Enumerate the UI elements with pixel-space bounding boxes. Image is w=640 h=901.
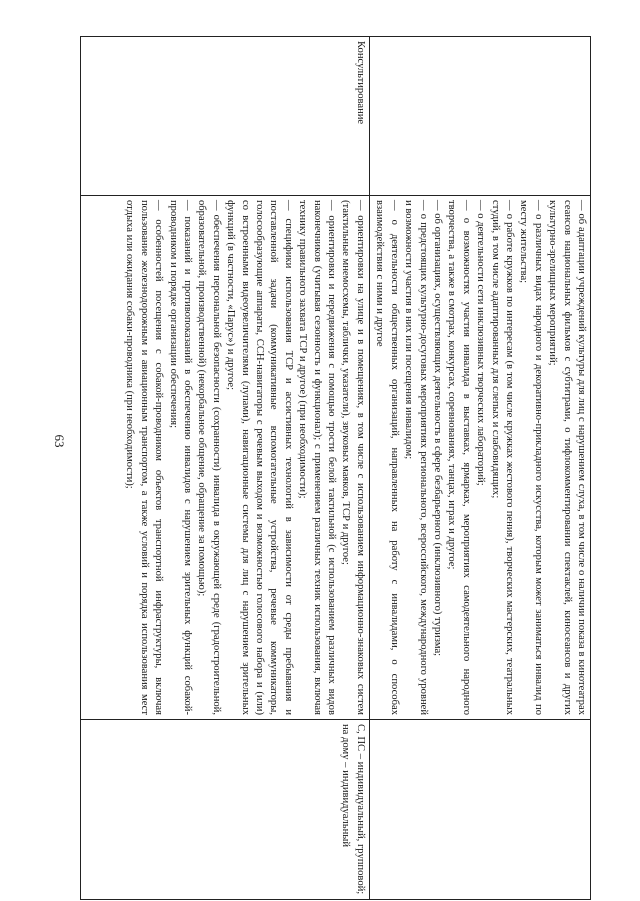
list-item: — о предстоящих культурно-досуговых мероприятиях регионального, всероссийского, международного уровней и возможности участия в них или посещения инвалидом; bbox=[403, 200, 429, 715]
list-item: — ориентировки и передвижения с помощью трости белой тактильной (с использованием различных видов наконечников (учитывая сезонность и функционал); с применением различных техник использования, включая технику правильного захвата ТСР и другое) (при необходимости); bbox=[297, 200, 338, 715]
row-content-cell bbox=[369, 196, 590, 720]
page-number: 63 bbox=[52, 434, 67, 448]
row-form: С, ПС – индивидуальный, групповой; на дому – индивидуальный bbox=[340, 724, 366, 895]
rotated-table-container bbox=[80, 36, 591, 899]
list-item: — об адаптации учреждений культуры для лиц с нарушением слуха, в том числе о наличии показа в кинотеатрах сеансов национальных фильмов с субтитрами, о тифлокомментировании спектаклей, киносеансов и других культурно-зрелищных мероприятий; bbox=[547, 200, 587, 715]
row-form-cell bbox=[369, 720, 590, 900]
list-item: — ориентировки на улице и в помещениях, в том числе с использованием информационно-знаковых систем (тактильные мнемосхемы, таблички, указатели), звуковых маяков, ТСР и другое; bbox=[340, 200, 366, 715]
list-item: — показаний и противопоказаний в обеспечению инвалидов с нарушением зрительных функций собакой-проводником и порядке организации обеспечения; bbox=[167, 200, 194, 715]
list-item: — о различных видах народного и декоративно-прикладного искусства, которым может заниматься инвалид по месту жительства; bbox=[518, 200, 544, 715]
services-table bbox=[80, 36, 591, 900]
row-form-cell bbox=[81, 720, 370, 900]
row-label-cell bbox=[369, 37, 590, 196]
list-item: — об организациях, осуществляющих деятельность в сфере безбарьерного (инклюзивного) туризма; bbox=[431, 200, 443, 657]
list-item: — о деятельности сети инклюзивных творческих лабораторий; bbox=[475, 200, 487, 486]
list-item: — обеспечения персональной безопасности (сохранности) инвалида в окружающей среде (градостроительной, образовательной, производственной) (некорбальное общение, обращение за помощью); bbox=[196, 200, 222, 715]
list-item: — особенностей посещения с собакой-проводником объектов транспортной инфраструктуры, включая пользование железнодорожным и авиационным транспортом, а также условий и порядка использования мест отдыха или ожидания собаки-проводника (при необходимости); bbox=[124, 200, 165, 715]
table-row bbox=[369, 37, 590, 900]
list-item: — о деятельности общественных организаций, направленных на работу с инвалидами, о способах взаимодействия с ними и другое bbox=[374, 200, 400, 715]
list-item: — о работе кружков по интересам (в том числе кружках жестового пения), творческих мастерских, театральных студий, в том числе адаптированных для слепых и слабовидящих; bbox=[489, 200, 515, 715]
list-item: — о возможностях участия инвалида в выставках, ярмарках, мероприятиях самодеятельного народного творчества, а также в смотрах, конкурсах, соревнованиях, танцах, играх и другое; bbox=[446, 200, 472, 715]
row-label: Консультирование bbox=[354, 41, 366, 125]
row-label-cell bbox=[81, 37, 370, 196]
list-item: — специфики использования ТСР и ассистивных технологий в зависимости от среды пребывания и поставленной задачи (коммуникативные вспомогательные устройства, речевые коммуникаторы, голосообразующие аппараты, ССН-навигаторы с речевым выходом и возможностью голосового набора и (или) со встроенными видеоувеличителями (лупами), навигационные системы для лиц с нарушением зрительных функций (в частности, «Парус») и другое; bbox=[225, 200, 294, 715]
table-row bbox=[81, 37, 370, 900]
row-content-cell bbox=[81, 196, 370, 720]
